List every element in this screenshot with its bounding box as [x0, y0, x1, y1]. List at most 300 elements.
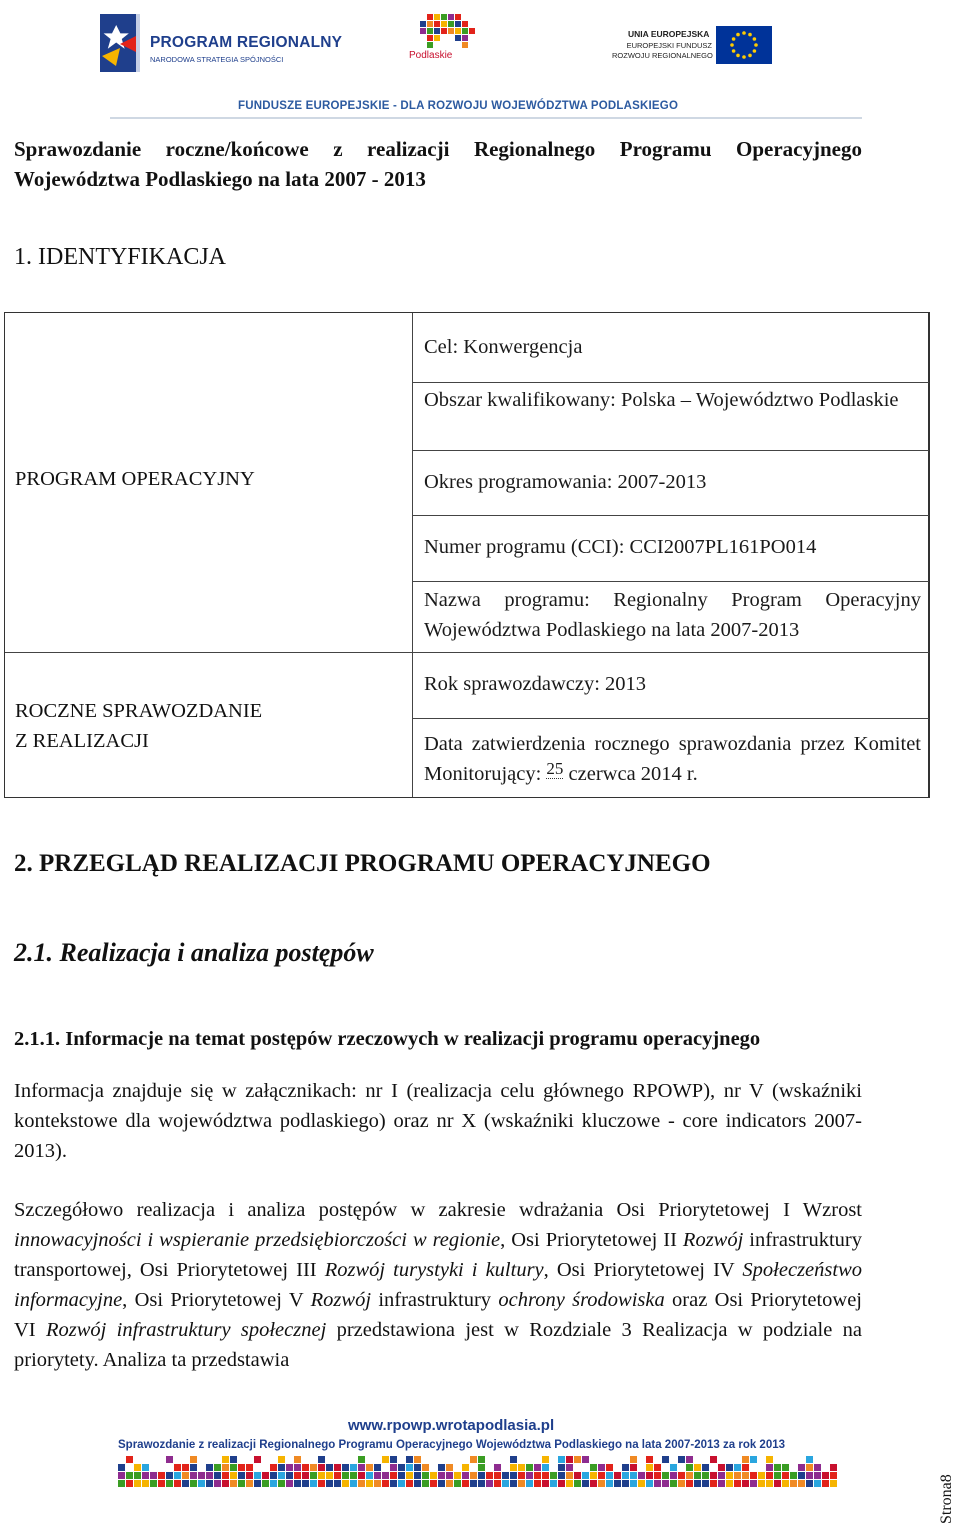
mosaic-tile — [278, 1464, 285, 1471]
mosaic-tile — [318, 1480, 325, 1487]
mosaic-tile — [766, 1480, 773, 1487]
mosaic-tile — [750, 1480, 757, 1487]
mosaic-tile — [494, 1480, 501, 1487]
mosaic-tile — [270, 1472, 277, 1479]
mosaic-tile — [686, 1456, 693, 1463]
mosaic-tile — [710, 1472, 717, 1479]
mosaic-tile — [334, 1464, 341, 1471]
mosaic-tile — [830, 1472, 837, 1479]
mosaic-tile — [470, 1456, 477, 1463]
para2-italic4: Społeczeństwo informacyjne — [14, 1259, 862, 1311]
mosaic-tile — [526, 1480, 533, 1487]
mosaic-tile — [454, 1480, 461, 1487]
mosaic-tile — [558, 1472, 565, 1479]
mosaic-tile — [830, 1464, 837, 1471]
para2-part1: Szczegółowo realizacja i analiza postępów w zakresie wdrażania Osi Priorytetowej I Wzrost — [14, 1199, 862, 1221]
mosaic-tile — [230, 1464, 237, 1471]
mosaic-tile — [606, 1472, 613, 1479]
mosaic-tile — [246, 1480, 253, 1487]
mosaic-tile — [542, 1464, 549, 1471]
mosaic-tile — [158, 1480, 165, 1487]
mosaic-tile — [662, 1456, 669, 1463]
mosaic-tile — [246, 1464, 253, 1471]
mosaic-tile — [518, 1480, 525, 1487]
mosaic-tile — [574, 1480, 581, 1487]
mosaic-tile — [286, 1480, 293, 1487]
eu-logo-line3: ROZWOJU REGIONALNEGO — [612, 51, 713, 60]
mosaic-tile — [406, 1456, 413, 1463]
paragraph-attachments: Informacja znajduje się w załącznikach: nr I (realizacja celu głównego RPOWP), nr V (wskaźniki kontekstowe dla województwa podlaskiego) oraz nr X (wskaźniki kluczowe - core indicators 2007-2013). — [14, 1080, 862, 1162]
program-logo-title: PROGRAM REGIONALNY — [150, 34, 343, 51]
para2-italic2: Rozwój — [682, 1229, 744, 1251]
mosaic-tile — [614, 1472, 621, 1479]
mosaic-tile — [286, 1472, 293, 1479]
mosaic-tile — [702, 1480, 709, 1487]
mosaic-tile — [390, 1480, 397, 1487]
mosaic-tile — [166, 1472, 173, 1479]
mosaic-tile — [134, 1472, 141, 1479]
para2-part3: infrastruktury transportowej, Osi Priorytetowej III — [14, 1229, 862, 1281]
mosaic-tile — [390, 1464, 397, 1471]
mosaic-tile — [502, 1472, 509, 1479]
mosaic-tile — [558, 1456, 565, 1463]
program-logo-subtitle: NARODOWA STRATEGIA SPÓJNOŚCI — [150, 55, 284, 64]
mosaic-tile — [478, 1456, 485, 1463]
mosaic-tile — [334, 1480, 341, 1487]
mosaic-tile — [414, 1456, 421, 1463]
mosaic-tile — [790, 1480, 797, 1487]
mosaic-tile — [190, 1472, 197, 1479]
mosaic-tile — [198, 1480, 205, 1487]
mosaic-tile — [774, 1464, 781, 1471]
mosaic-tile — [662, 1472, 669, 1479]
mosaic-tile — [598, 1472, 605, 1479]
mosaic-tile — [486, 1480, 493, 1487]
mosaic-tile — [630, 1464, 637, 1471]
mosaic-tile — [734, 1472, 741, 1479]
para2-italic7: Rozwój infrastruktury społecznej — [45, 1319, 327, 1341]
mosaic-tile — [478, 1480, 485, 1487]
table-cell-nazwa — [413, 582, 929, 653]
para2-italic1: innowacyjności i wspieranie przedsiębiorczości w regionie — [14, 1229, 501, 1251]
mosaic-tile — [774, 1480, 781, 1487]
mosaic-tile — [734, 1480, 741, 1487]
mosaic-tile — [574, 1456, 581, 1463]
mosaic-tile — [606, 1464, 613, 1471]
mosaic-tile — [710, 1456, 717, 1463]
mosaic-tile — [582, 1472, 589, 1479]
annual-report-line2: Z REALIZACJI — [15, 730, 149, 752]
table-cell-okres — [413, 451, 929, 516]
mosaic-tile — [710, 1480, 717, 1487]
mosaic-tile — [534, 1464, 541, 1471]
mosaic-tile — [230, 1480, 237, 1487]
annual-report-line1: ROCZNE SPRAWOZDANIE — [15, 700, 263, 722]
mosaic-tile — [638, 1472, 645, 1479]
mosaic-tile — [582, 1480, 589, 1487]
eu-flag-icon — [716, 26, 772, 64]
mosaic-tile — [534, 1472, 541, 1479]
mosaic-tile — [174, 1472, 181, 1479]
mosaic-tile — [462, 1464, 469, 1471]
mosaic-tile — [726, 1464, 733, 1471]
mosaic-tile — [814, 1480, 821, 1487]
mosaic-tile — [126, 1472, 133, 1479]
mosaic-tile — [646, 1456, 653, 1463]
mosaic-tile — [510, 1480, 517, 1487]
mosaic-tile — [750, 1456, 757, 1463]
mosaic-tile — [742, 1472, 749, 1479]
mosaic-tile — [150, 1472, 157, 1479]
mosaic-tile — [382, 1480, 389, 1487]
mosaic-tile — [350, 1480, 357, 1487]
section-2-1-heading: 2.1. Realizacja i analiza postępów — [14, 938, 374, 967]
mosaic-tile — [638, 1480, 645, 1487]
page-header — [0, 0, 960, 122]
para2-italic5: Rozwój — [310, 1289, 372, 1311]
mosaic-tile — [630, 1480, 637, 1487]
program-flag-icon — [100, 14, 140, 72]
mosaic-tile — [702, 1464, 709, 1471]
mosaic-tile — [206, 1480, 213, 1487]
mosaic-tile — [550, 1480, 557, 1487]
mosaic-tile — [718, 1480, 725, 1487]
mosaic-tile — [462, 1472, 469, 1479]
mosaic-tile — [558, 1464, 565, 1471]
mosaic-tile — [182, 1472, 189, 1479]
mosaic-tile — [158, 1472, 165, 1479]
identification-table — [4, 312, 930, 798]
mosaic-tile — [206, 1464, 213, 1471]
mosaic-tile — [358, 1480, 365, 1487]
mosaic-tile — [174, 1464, 181, 1471]
mosaic-tile — [806, 1456, 813, 1463]
mosaic-tile — [574, 1472, 581, 1479]
footer-url: www.rpowp.wrotapodlasia.pl — [348, 1417, 555, 1434]
mosaic-tile — [310, 1472, 317, 1479]
para2-italic6: ochrony środowiska — [498, 1289, 665, 1311]
mosaic-tile — [798, 1472, 805, 1479]
mosaic-tile — [814, 1472, 821, 1479]
table-cell-program — [5, 313, 412, 653]
mosaic-tile — [390, 1456, 397, 1463]
mosaic-tile — [446, 1464, 453, 1471]
program-operacyjny-label: PROGRAM OPERACYJNY — [15, 468, 255, 490]
cel-text: Cel: Konwergencja — [424, 336, 583, 358]
mosaic-tile — [646, 1472, 653, 1479]
mosaic-tile — [622, 1472, 629, 1479]
mosaic-tile — [766, 1464, 773, 1471]
mosaic-tile — [270, 1464, 277, 1471]
mosaic-tile — [454, 1472, 461, 1479]
header-divider — [110, 117, 862, 119]
mosaic-tile — [526, 1472, 533, 1479]
mosaic-tile — [374, 1464, 381, 1471]
mosaic-tile — [230, 1456, 237, 1463]
mosaic-tile — [510, 1456, 517, 1463]
mosaic-tile — [806, 1472, 813, 1479]
mosaic-tile — [726, 1480, 733, 1487]
mosaic-tile — [566, 1464, 573, 1471]
para2-part8: przedstawiona jest w Rozdziale 3 Realizacja w podziale na priorytety. Analiza ta przedstawia — [14, 1319, 863, 1371]
mosaic-tile — [718, 1472, 725, 1479]
mosaic-tile — [126, 1480, 133, 1487]
mosaic-tile — [510, 1464, 517, 1471]
obszar-text: Obszar kwalifikowany: Polska – Województwo Podlaskie — [424, 389, 899, 411]
mosaic-tile — [630, 1456, 637, 1463]
mosaic-tile — [222, 1480, 229, 1487]
mosaic-tile — [342, 1480, 349, 1487]
mosaic-tile — [206, 1472, 213, 1479]
mosaic-tile — [398, 1464, 405, 1471]
para2-part7: oraz Osi Priorytetowej VI — [14, 1289, 863, 1341]
mosaic-tile — [462, 1480, 469, 1487]
mosaic-tile — [374, 1480, 381, 1487]
mosaic-tile — [478, 1464, 485, 1471]
mosaic-tile — [214, 1472, 221, 1479]
mosaic-tile — [566, 1456, 573, 1463]
mosaic-tile — [246, 1472, 253, 1479]
mosaic-tile — [494, 1464, 501, 1471]
mosaic-tile — [302, 1480, 309, 1487]
mosaic-tile — [798, 1464, 805, 1471]
mosaic-tile — [678, 1472, 685, 1479]
mosaic-tile — [118, 1472, 125, 1479]
mosaic-tile — [542, 1456, 549, 1463]
table-cell-obszar — [413, 383, 929, 451]
mosaic-tile — [134, 1464, 141, 1471]
mosaic-tile — [662, 1480, 669, 1487]
mosaic-tile — [238, 1480, 245, 1487]
numer-text: Numer programu (CCI): CCI2007PL161PO014 — [424, 536, 817, 558]
mosaic-tile — [182, 1480, 189, 1487]
mosaic-tile — [262, 1480, 269, 1487]
mosaic-tile — [598, 1480, 605, 1487]
mosaic-tile — [694, 1472, 701, 1479]
mosaic-tile — [414, 1480, 421, 1487]
mosaic-tile — [422, 1472, 429, 1479]
mosaic-tile — [790, 1472, 797, 1479]
mosaic-tile — [254, 1480, 261, 1487]
mosaic-tile — [126, 1456, 133, 1463]
mosaic-tile — [782, 1480, 789, 1487]
podlaskie-logo — [405, 12, 477, 76]
mosaic-tile — [646, 1464, 653, 1471]
mosaic-tile — [118, 1480, 125, 1487]
annual-report-label — [15, 696, 262, 756]
mosaic-tile — [406, 1480, 413, 1487]
mosaic-tile — [774, 1472, 781, 1479]
mosaic-tile — [622, 1480, 629, 1487]
mosaic-tile — [302, 1464, 309, 1471]
mosaic-tile — [310, 1480, 317, 1487]
mosaic-tile — [670, 1480, 677, 1487]
mosaic-tile — [190, 1480, 197, 1487]
mosaic-tile — [254, 1472, 261, 1479]
page-number — [918, 1468, 958, 1528]
mosaic-tile — [358, 1456, 365, 1463]
mosaic-tile — [366, 1472, 373, 1479]
mosaic-tile — [510, 1472, 517, 1479]
mosaic-tile — [654, 1472, 661, 1479]
mosaic-tile — [678, 1456, 685, 1463]
mosaic-tile — [190, 1456, 197, 1463]
mosaic-tile — [350, 1464, 357, 1471]
mosaic-tile — [806, 1480, 813, 1487]
mosaic-tile — [142, 1480, 149, 1487]
mosaic-tile — [270, 1480, 277, 1487]
page-number-label: Strona8 — [938, 1474, 955, 1524]
mosaic-tile — [678, 1480, 685, 1487]
mosaic-tile — [238, 1472, 245, 1479]
mosaic-tile — [286, 1464, 293, 1471]
mosaic-tile — [422, 1464, 429, 1471]
page-footer — [0, 1410, 960, 1529]
mosaic-tile — [550, 1472, 557, 1479]
mosaic-tile — [326, 1472, 333, 1479]
mosaic-tile — [822, 1472, 829, 1479]
mosaic-tile — [318, 1472, 325, 1479]
mosaic-tile — [614, 1480, 621, 1487]
mosaic-tile — [230, 1472, 237, 1479]
mosaic-tile — [590, 1480, 597, 1487]
mosaic-tile — [382, 1472, 389, 1479]
para2-part6: infrastruktury — [371, 1289, 499, 1311]
mosaic-tile — [342, 1472, 349, 1479]
mosaic-tile — [598, 1464, 605, 1471]
mosaic-tile — [414, 1464, 421, 1471]
mosaic-tile — [118, 1464, 125, 1471]
mosaic-tile — [310, 1464, 317, 1471]
mosaic-tile — [294, 1472, 301, 1479]
para2-part2: , Osi Priorytetowej II — [500, 1229, 683, 1251]
mosaic-tile — [214, 1480, 221, 1487]
mosaic-tile — [742, 1480, 749, 1487]
mosaic-tile — [398, 1472, 405, 1479]
mosaic-tile — [174, 1480, 181, 1487]
mosaic-tile — [166, 1480, 173, 1487]
mosaic-tile — [318, 1456, 325, 1463]
mosaic-tile — [766, 1456, 773, 1463]
mosaic-tile — [414, 1472, 421, 1479]
mosaic-tile — [518, 1464, 525, 1471]
mosaic-tile — [406, 1472, 413, 1479]
mosaic-tile — [630, 1472, 637, 1479]
data-prefix: Data zatwierdzenia rocznego sprawozdania przez Komitet Monitorujący: — [424, 733, 921, 785]
mosaic-tile — [470, 1480, 477, 1487]
mosaic-tile — [582, 1456, 589, 1463]
okres-text: Okres programowania: 2007-2013 — [424, 471, 707, 493]
para2-italic3: Rozwój turystyki i kultury — [324, 1259, 544, 1281]
mosaic-tile — [262, 1472, 269, 1479]
mosaic-tile — [782, 1464, 789, 1471]
mosaic-tile — [182, 1464, 189, 1471]
mosaic-tile — [542, 1480, 549, 1487]
mosaic-tile — [494, 1472, 501, 1479]
mosaic-tile — [566, 1480, 573, 1487]
section-1-heading: 1. IDENTYFIKACJA — [14, 244, 226, 270]
mosaic-tile — [342, 1464, 349, 1471]
mosaic-tile — [350, 1472, 357, 1479]
mosaic-tile — [278, 1472, 285, 1479]
mosaic-tile — [142, 1464, 149, 1471]
mosaic-tile — [534, 1480, 541, 1487]
funds-tagline: FUNDUSZE EUROPEJSKIE - DLA ROZWOJU WOJEWÓDZTWA PODLASKIEGO — [238, 100, 679, 112]
mosaic-tile — [294, 1456, 301, 1463]
mosaic-tile — [822, 1480, 829, 1487]
mosaic-tile — [806, 1464, 813, 1471]
table-left-column — [5, 313, 413, 797]
mosaic-tile — [758, 1472, 765, 1479]
mosaic-tile — [622, 1464, 629, 1471]
mosaic-tile — [326, 1464, 333, 1471]
mosaic-tile — [694, 1480, 701, 1487]
mosaic-tile — [142, 1472, 149, 1479]
mosaic-tile — [438, 1472, 445, 1479]
mosaic-tile — [382, 1456, 389, 1463]
nazwa-text: Nazwa programu: Regionalny Program Operacyjny Województwa Podlaskiego na lata 2007-2013 — [424, 589, 921, 641]
mosaic-tile — [470, 1472, 477, 1479]
report-title: Sprawozdanie roczne/końcowe z realizacji Regionalnego Programu Operacyjnego Województwa Podlaskiego na lata 2007 - 2013 — [14, 137, 862, 191]
mosaic-tile — [478, 1472, 485, 1479]
mosaic-tile — [166, 1456, 173, 1463]
mosaic-tile — [318, 1464, 325, 1471]
table-cell-report — [5, 653, 412, 799]
mosaic-tile — [742, 1456, 749, 1463]
rok-text: Rok sprawozdawczy: 2013 — [424, 673, 647, 695]
mosaic-tile — [446, 1480, 453, 1487]
mosaic-tile — [670, 1464, 677, 1471]
mosaic-tile — [198, 1472, 205, 1479]
mosaic-tile — [670, 1472, 677, 1479]
table-cell-cel — [413, 313, 929, 383]
mosaic-tile — [446, 1472, 453, 1479]
mosaic-tile — [214, 1464, 221, 1471]
section-2-heading: 2. PRZEGLĄD REALIZACJI PROGRAMU OPERACYJNEGO — [14, 850, 711, 877]
table-cell-data — [413, 719, 929, 799]
mosaic-tile — [374, 1472, 381, 1479]
mosaic-tile — [686, 1480, 693, 1487]
para2-part4: , Osi Priorytetowej IV — [543, 1259, 743, 1281]
mosaic-tile — [150, 1480, 157, 1487]
mosaic-tile — [438, 1464, 445, 1471]
eu-logo-line1: UNIA EUROPEJSKA — [628, 29, 710, 39]
mosaic-tile — [566, 1472, 573, 1479]
mosaic-tile — [702, 1472, 709, 1479]
eu-logo — [608, 26, 778, 66]
mosaic-tile — [190, 1464, 197, 1471]
mosaic-tile — [606, 1480, 613, 1487]
mosaic-tile — [486, 1472, 493, 1479]
mosaic-tile — [358, 1464, 365, 1471]
mosaic-tile — [366, 1464, 373, 1471]
mosaic-tile — [358, 1472, 365, 1479]
mosaic-tile — [134, 1480, 141, 1487]
mosaic-tile — [390, 1472, 397, 1479]
mosaic-tile — [518, 1472, 525, 1479]
mosaic-tile — [758, 1480, 765, 1487]
mosaic-tile — [646, 1480, 653, 1487]
data-suffix: czerwca 2014 r. — [563, 763, 698, 785]
data-text — [424, 729, 921, 790]
mosaic-tile — [750, 1472, 757, 1479]
mosaic-tile — [334, 1472, 341, 1479]
mosaic-tile — [814, 1464, 821, 1471]
mosaic-tile — [430, 1480, 437, 1487]
mosaic-tile — [742, 1464, 749, 1471]
program-regionalny-logo — [100, 14, 343, 74]
mosaic-tile — [294, 1464, 301, 1471]
